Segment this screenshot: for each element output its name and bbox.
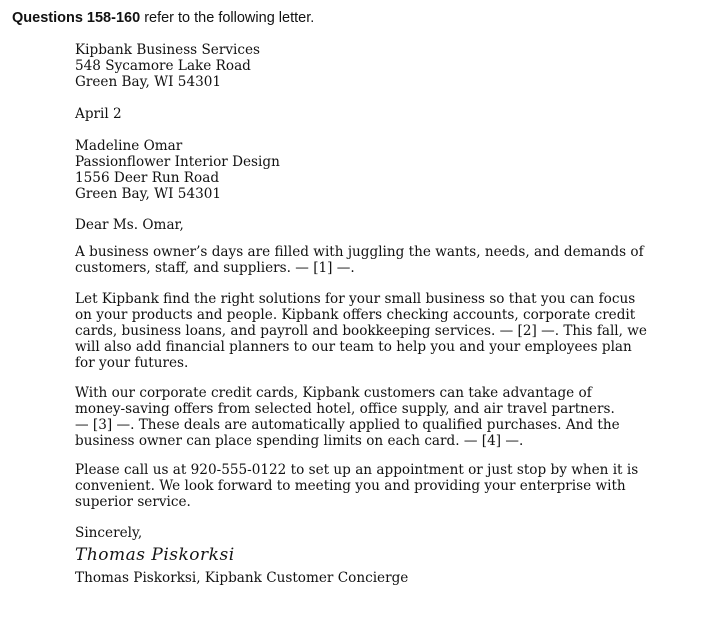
paragraph-line: business owner can place spending limits on each card. — [4] —. xyxy=(75,433,524,449)
paragraph-line: A business owner’s days are filled with juggling the wants, needs, and demands of xyxy=(75,244,644,260)
paragraph-4 xyxy=(75,462,638,510)
recipient-name: Madeline Omar xyxy=(75,138,183,154)
paragraph-line: for your futures. xyxy=(75,355,189,371)
sender-name: Kipbank Business Services xyxy=(75,42,260,58)
recipient-city: Green Bay, WI 54301 xyxy=(75,186,222,202)
paragraph-2 xyxy=(75,291,647,371)
closing-text: Sincerely, xyxy=(75,525,143,541)
paragraph-line: Let Kipbank find the right solutions for your small business so that you can focus xyxy=(75,291,636,307)
paragraph-line: — [3] —. These deals are automatically applied to qualified purchases. And the xyxy=(75,417,620,433)
paragraph-1 xyxy=(75,244,644,276)
handwritten-signature: Thomas Piskorksi xyxy=(75,545,235,565)
recipient-address xyxy=(75,138,280,202)
salutation-text: Dear Ms. Omar, xyxy=(75,217,184,233)
paragraph-line: will also add financial planners to our team to help you and your employees plan xyxy=(75,339,632,355)
question-range: Questions 158-160 xyxy=(12,10,141,26)
recipient-street: 1556 Deer Run Road xyxy=(75,170,220,186)
sender-street: 548 Sycamore Lake Road xyxy=(75,58,251,74)
signoff-text: Thomas Piskorksi, Kipbank Customer Concierge xyxy=(75,570,409,586)
signoff xyxy=(75,570,408,586)
question-instruction: refer to the following letter. xyxy=(144,10,315,26)
recipient-company: Passionflower Interior Design xyxy=(75,154,280,170)
sender-city: Green Bay, WI 54301 xyxy=(75,74,222,90)
closing xyxy=(75,525,142,541)
letter-date xyxy=(75,106,122,122)
salutation xyxy=(75,217,184,233)
paragraph-line: superior service. xyxy=(75,494,191,510)
paragraph-line: Please call us at 920-555-0122 to set up an appointment or just stop by when it is xyxy=(75,462,639,478)
signature xyxy=(75,544,235,566)
paragraph-line: convenient. We look forward to meeting you and providing your enterprise with xyxy=(75,478,626,494)
date-text: April 2 xyxy=(75,106,122,122)
paragraph-line: customers, staff, and suppliers. — [1] —. xyxy=(75,260,355,276)
paragraph-3 xyxy=(75,385,620,449)
question-header xyxy=(12,9,314,27)
paragraph-line: on your products and people. Kipbank offers checking accounts, corporate credit xyxy=(75,307,636,323)
paragraph-line: cards, business loans, and payroll and bookkeeping services. — [2] —. This fall, we xyxy=(75,323,647,339)
sender-address xyxy=(75,42,260,90)
paragraph-line: With our corporate credit cards, Kipbank customers can take advantage of xyxy=(75,385,592,401)
paragraph-line: money-saving offers from selected hotel, office supply, and air travel partners. xyxy=(75,401,615,417)
